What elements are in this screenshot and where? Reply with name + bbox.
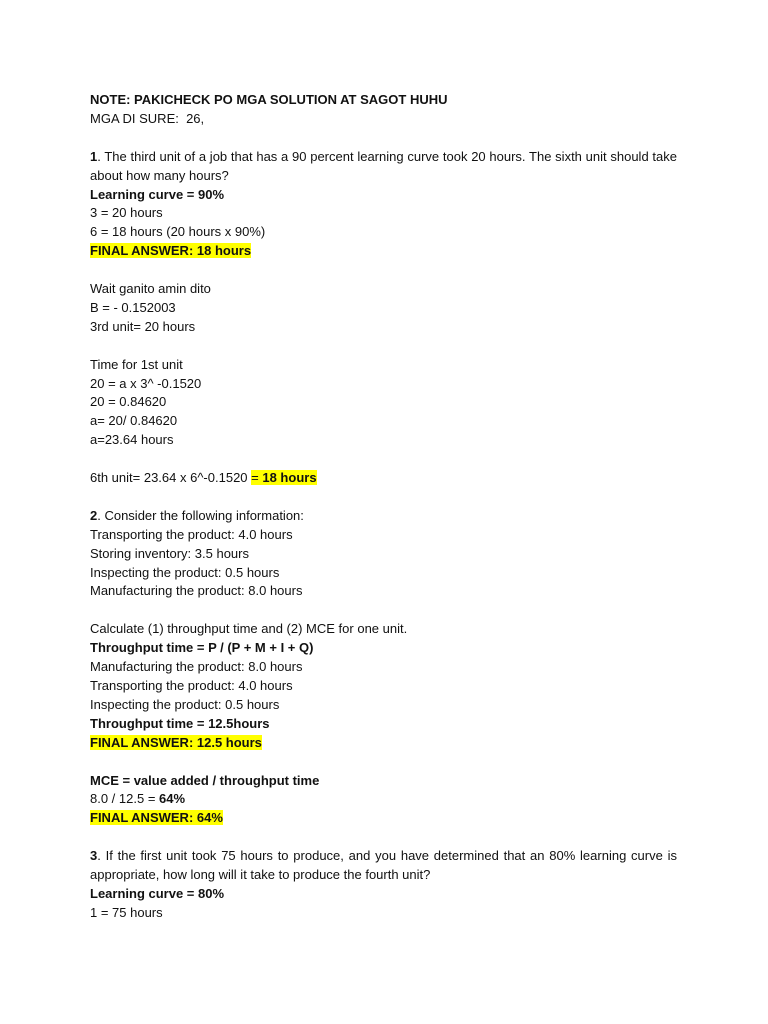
q1-number: 1 [90, 148, 98, 164]
q1-line-6: 6 = 18 hours (20 hours x 90%) [90, 224, 266, 240]
q2-step: Transporting the product: 4.0 hours [90, 678, 293, 693]
q2-question [90, 507, 677, 526]
q2-number: 2 [90, 507, 98, 523]
q1-eq3: a= 20/ 0.84620 [90, 413, 178, 429]
q2-text: . Consider the following information: [97, 507, 304, 523]
q2-step: Manufacturing the product: 8.0 hours [90, 659, 303, 675]
q1-sixth-result: 18 hours [262, 470, 317, 486]
q2-throughput: Throughput time = 12.5hours [90, 715, 270, 731]
q2-mce-calc-result: 64% [159, 791, 186, 807]
q1-third-unit: 3rd unit= 20 hours [90, 318, 196, 334]
q2-step: Inspecting the product: 0.5 hours [90, 696, 280, 712]
q1-final-answer: FINAL ANSWER: 18 hours [90, 243, 252, 259]
q1-eq1: 20 = a x 3^ -0.1520 [90, 375, 202, 391]
q2-final-answer-2: FINAL ANSWER: 64% [90, 810, 223, 826]
q3-number: 3 [90, 848, 98, 864]
q1-line-3: 3 = 20 hours [90, 205, 163, 221]
q1-eq4: a=23.64 hours [90, 432, 174, 448]
q3-text: . If the first unit took 75 hours to produce, and you have determined that an 80% learning curve is appropriate, how long will it take to produce the fourth unit? [90, 848, 681, 883]
q1-sixth-prefix: 6th unit= 23.64 x 6^-0.1520 [90, 470, 252, 486]
q1-eq2: 20 = 0.84620 [90, 394, 167, 410]
q1-sixth-eq: = [251, 470, 263, 486]
q1-wait-note: Wait ganito amin dito [90, 281, 211, 297]
q3-line-1: 1 = 75 hours [90, 904, 163, 920]
q3-question [90, 847, 681, 885]
q1-time-first: Time for 1st unit [90, 356, 183, 372]
q2-info-item: Manufacturing the product: 8.0 hours [90, 583, 303, 599]
q2-calc: Calculate (1) throughput time and (2) MCE for one unit. [90, 621, 408, 637]
q2-info-item: Inspecting the product: 0.5 hours [90, 564, 280, 580]
q2-formula: Throughput time = P / (P + M + I + Q) [90, 640, 314, 656]
q3-learning-curve: Learning curve = 80% [90, 885, 225, 901]
q1-question [90, 148, 681, 186]
q2-final-answer-1: FINAL ANSWER: 12.5 hours [90, 734, 262, 750]
note-title: NOTE: PAKICHECK PO MGA SOLUTION AT SAGOT HUHU [90, 92, 448, 107]
q1-text: . The third unit of a job that has a 90 percent learning curve took 20 hours. The sixth unit should take about how many hours? [90, 148, 681, 183]
q2-mce-formula: MCE = value added / throughput time [90, 772, 320, 788]
q2-mce-calc-prefix: 8.0 / 12.5 = [90, 791, 160, 807]
q1-b-value: B = - 0.152003 [90, 299, 176, 315]
q1-sixth-unit [90, 469, 677, 488]
q1-learning-curve: Learning curve = 90% [90, 186, 225, 202]
q2-info-item: Transporting the product: 4.0 hours [90, 526, 293, 542]
q2-mce-calc [90, 790, 677, 809]
q2-info-item: Storing inventory: 3.5 hours [90, 545, 249, 561]
not-sure-line: MGA DI SURE: 26, [90, 110, 205, 126]
